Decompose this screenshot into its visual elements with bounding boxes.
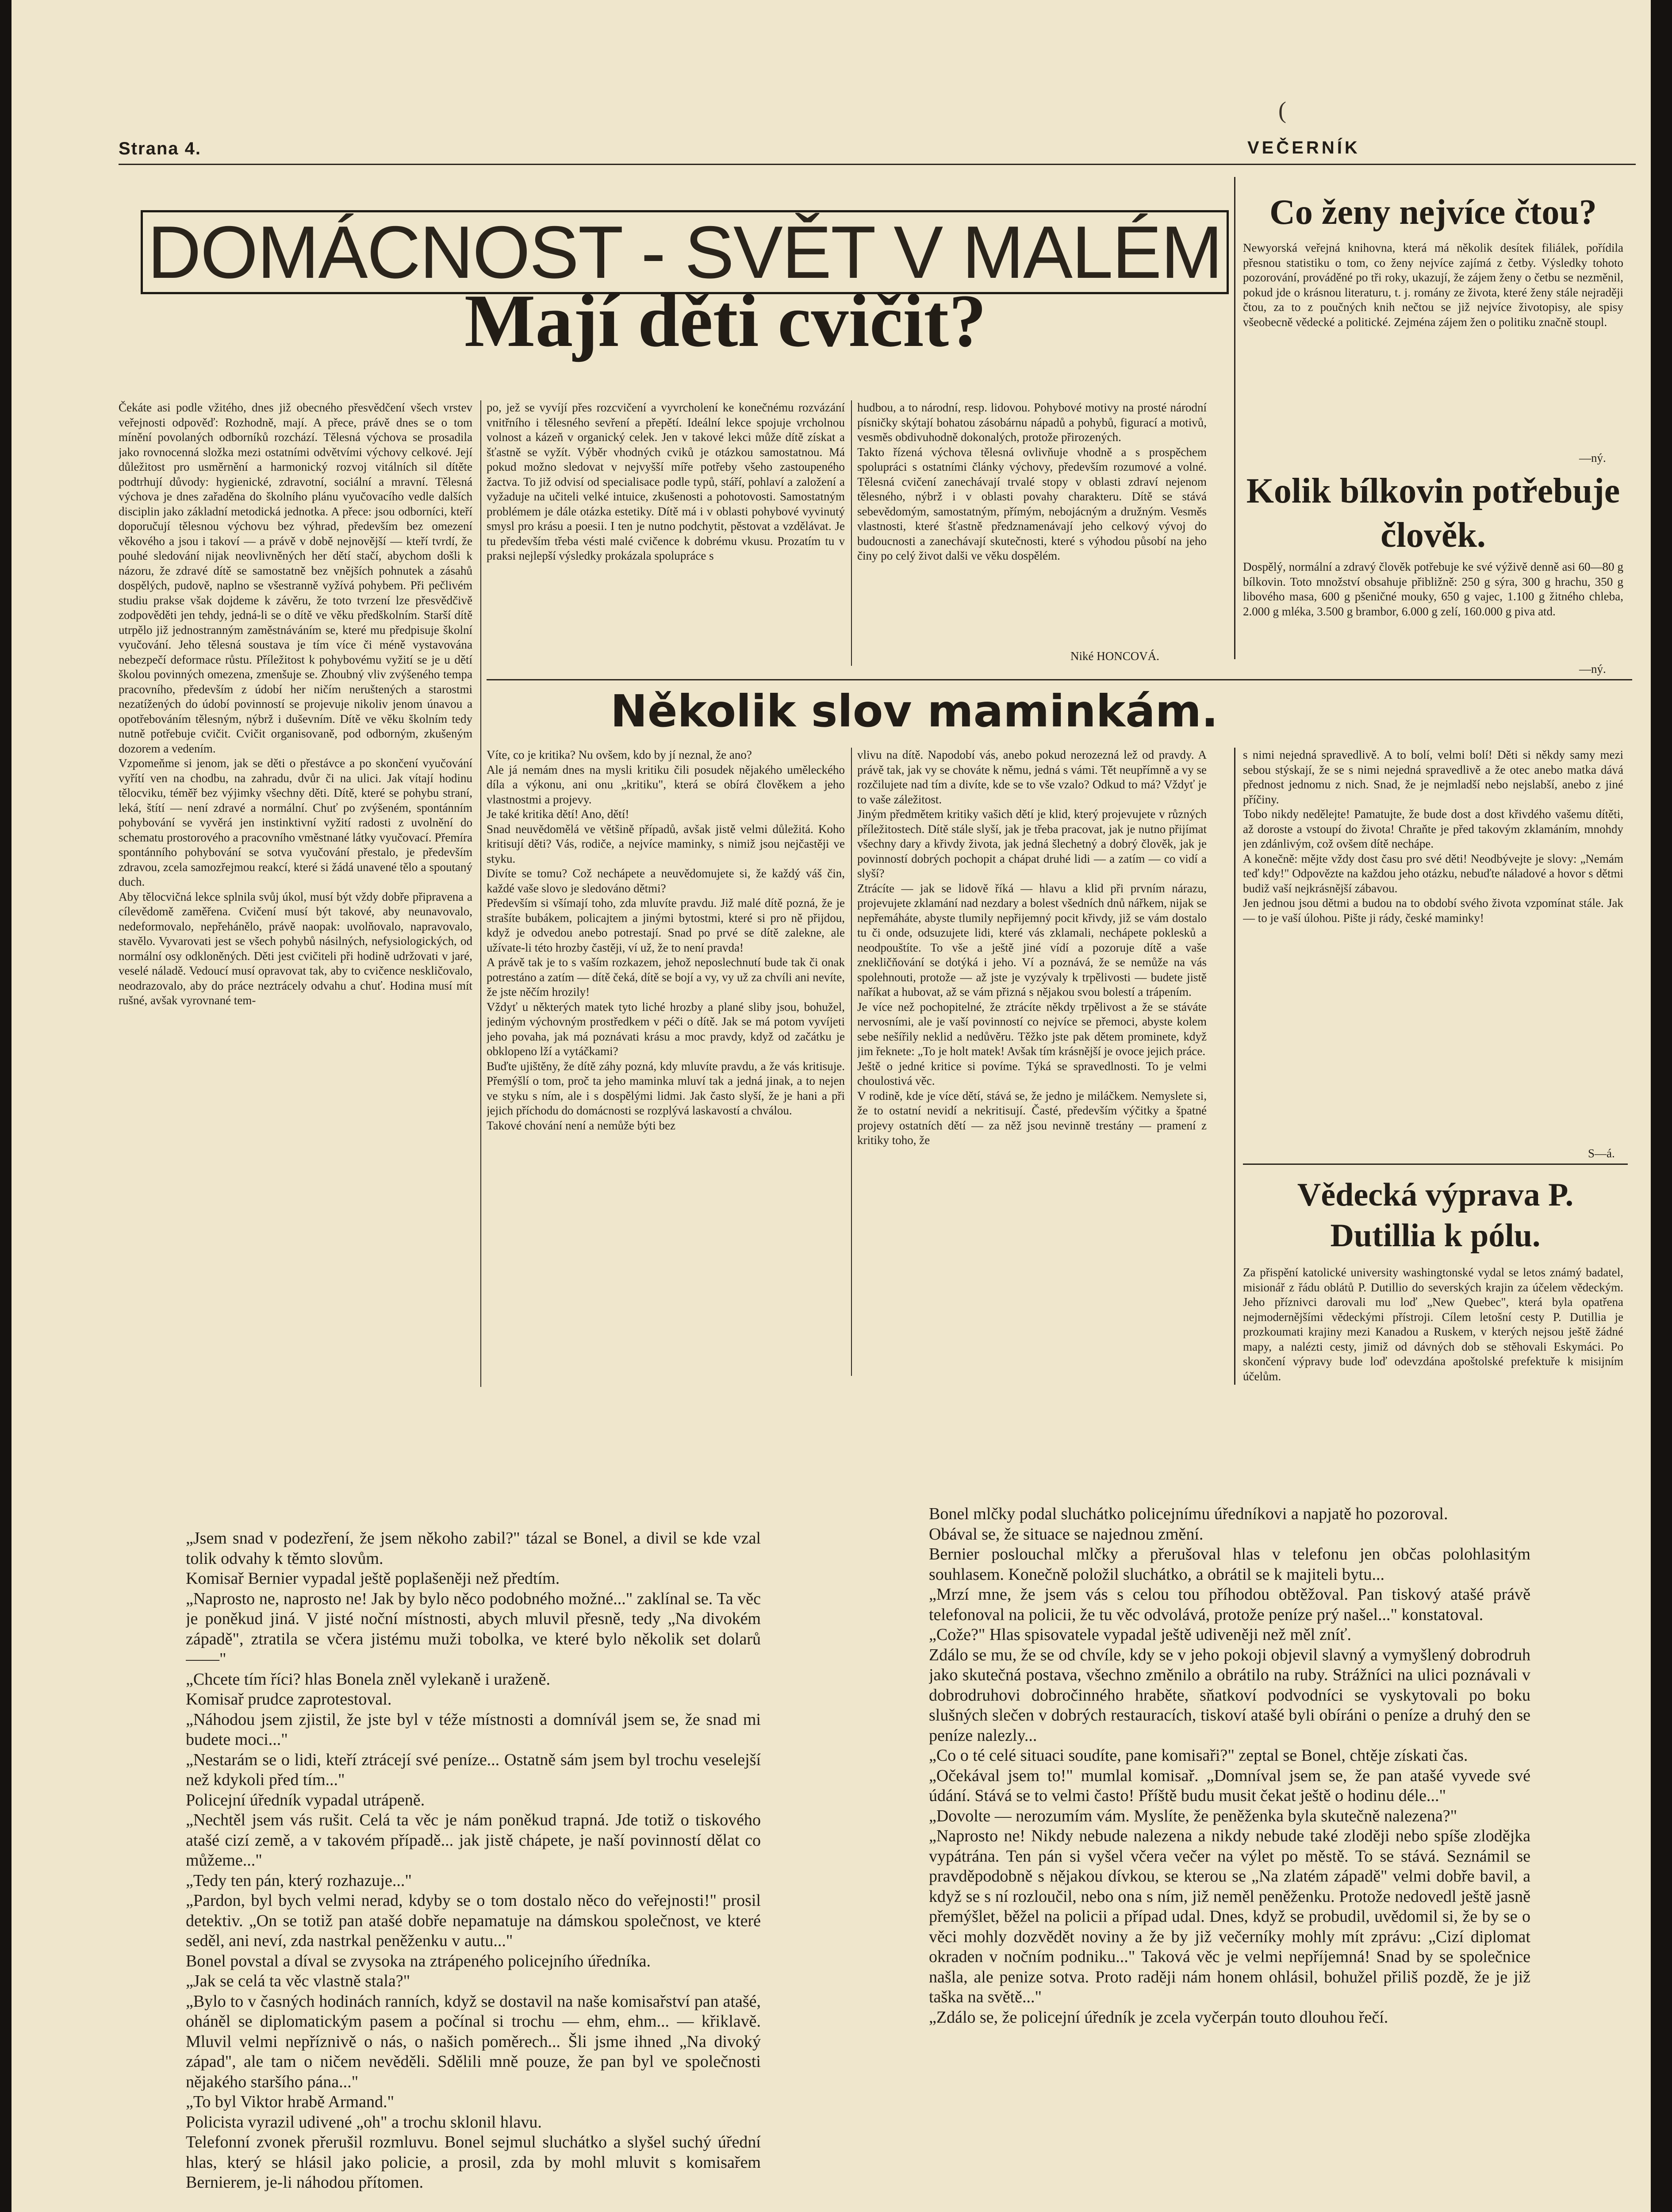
- top-mark: (: [1278, 97, 1286, 123]
- article-zeny-signature: —ný.: [1579, 451, 1606, 465]
- article-cvicit-col2: po, jež se vyvíjí přes rozcvičení a vyvrcholení ke konečnému rozvázání vnitřního i tělesného sevření a přepětí. Ideální lekce spojuje vrcholnou volnost a kázeň v organický celek. Jen v takové lekci může dítě získat a šťastně se vyžít. Výběr vhodných cviků je otázkou samostatnou. Má pokud možno sledovat v nejvyšší míře potřeby všeho zastoupeného žactva. To již odvisí od specialisace podle typů, stáří, pohlaví a založení a vyžaduje na učiteli velké intuice, zkušenosti a pohotovosti. Samostatným problémem je dále otázka estetiky. Dítě má i v oblasti pohybové vyvinutý smysl pro krásu a poesii. I ten je nutno podchytit, pěstovat a vzdělávat. Je tu především třeba vésti malé cvičence k dobrému vkusu. Prozatím tu v praksi nejlepší výsledky prokázala spolupráce s: [487, 401, 845, 562]
- scan-right-edge: [1651, 0, 1672, 2212]
- article-cvicit-title: Mají děti cvičit?: [464, 279, 987, 362]
- dutillia-top-rule: [1243, 1164, 1628, 1165]
- col-divider: [851, 748, 852, 1376]
- header-rule: [119, 164, 1636, 165]
- article-dutillia-body: Za přispění katolické university washingtonské vydal se letos známý badatel, misionář z řádu oblátů P. Dutillio do severských krajin za účelem vědeckým. Jeho příznivci darovali mu loď „New Quebec", která byla opatřena nejmodernějšími vědeckými přístroji. Cílem letošní cesty P. Dutillia je prozkoumati krajiny mezi Kanadou a Ruskem, v kterých nejsou ještě žádné mapy, a nalézti cesty, jimiž od dávných dob se stěhovali Eskymáci. Po skončení výpravy bude loď odevzdána apoštolské prefektuře k misijním účelům.: [1243, 1266, 1623, 1383]
- article-bilkoviny-signature: —ný.: [1579, 662, 1606, 676]
- col-divider: [1234, 748, 1235, 1385]
- col-divider: [851, 400, 852, 666]
- scan-left-edge: [0, 0, 12, 2212]
- article-bilkoviny-title: Kolik bílkovin potřebuje člověk.: [1246, 472, 1620, 555]
- article-maminky-signature: S—á.: [1588, 1147, 1615, 1160]
- article-zeny-body: Newyorská veřejná knihovna, která má několik desítek filiálek, pořídila přesnou statistiku o tom, co ženy nejvíce zajímá z četby. Výsledky tohoto pozorování, prováděné po tři roky, ukazují, že zájem ženy o četbu se nezměnil, pokud jde o krásnou literaturu, t. j. romány ze života, které ženy stále nejraději čtou, za to z poučných knih nečtou se již nejvíce životopisy, ale spisy všeobecně vědecké a politické. Zejména zájem žen o politiku značně stoupl.: [1243, 241, 1623, 329]
- paper-name: VEČERNÍK: [1247, 138, 1360, 157]
- article-bilkoviny-body: Dospělý, normální a zdravý člověk potřebuje ke své výživě denně asi 60—80 g bílkovin. Toto množství obsahuje přibližně: 250 g sýra, 300 g hrachu, 350 g libového masa, 600 g pšeničné mouky, 650 g vajec, 1.100 g žitného chleba, 2.000 g mléka, 3.500 g brambor, 6.000 g zelí, 160.000 g piva atd.: [1243, 560, 1623, 618]
- page-label: Strana 4.: [119, 139, 201, 158]
- maminky-top-rule: [487, 679, 1632, 680]
- section-banner: DOMÁCNOST - SVĚT V MALÉM: [141, 210, 1229, 294]
- article-maminky-col1: Víte, co je kritika? Nu ovšem, kdo by jí neznal, že ano? Ale já nemám dnes na mysli kritiku čili posudek nějakého uměleckého díla a výkonu, ani onu „kritiku", která se obírá člověkem a jeho vlastnostmi a projevy. Je také kritika dětí! Ano, dětí! Snad neuvědomělá ve většině případů, avšak jistě velmi důležitá. Koho kritisují děti? Vás, rodiče, a nejvíce maminky, s nimiž jsou nejčastěji ve styku. Divíte se tomu? Což nechápete a neuvědomujete si, že každý váš čin, každé vaše slovo je sledováno dětmi? Především si všímají toho, zda mluvíte pravdu. Již malé dítě pozná, že je strašíte bubákem, policajtem a jinými bytostmi, které si pro ně přijdou, když je odvedou anebo potrestají. Snad po prvé se dítě zalekne, ale užívate-li této hrozby častěji, ví už, že to není pravda! A právě tak je to s vaším rozkazem, jehož neposlechnutí bude tak či onak potrestáno a zatím — dítě čeká, dítě se bojí a vy, vy už za chvíli ani nevíte, že jste něčím hrozily! Vždyť u některých matek tyto liché hrozby a plané sliby jsou, bohužel, jediným výchovným prostředkem v péči o dítě. Jak se má potom vyvíjeti jeho povaha, jak má poznávati krásu a moc pravdy, když od začátku je obklopeno lží a vytáčkami? Buďte ujištěny, že dítě záhy pozná, kdy mluvíte pravdu, a že vás kritisuje. Přemýšlí o tom, proč ta jeho maminka mluví tak a jedná jinak, a to nejen ve styku s ním, ale i s dospělými lidmi. Jak často slyší, že je hani a při jejich příchodu do domácnosti se rozplývá laskavostí a chválou. Takové chování není a nemůže býti bez: [487, 748, 845, 1132]
- story-left-column: „Jsem snad v podezření, že jsem někoho zabil?" tázal se Bonel, a divil se kde vzal tolik odvahy k těmto slovům. Komisař Bernier vypadal ještě poplašeněji než předtím. „Naprosto ne, naprosto ne! Jak by bylo něco podobného možné..." zaklínal se. Ta věc je poněkud jiná. V jisté noční místnosti, abych mluvil přesně, tedy „Na divokém západě", ztratila se včera jistému muži tobolka, ve které bylo několik set dolarů ——" „Chcete tím říci? hlas Bonela zněl vylekaně i uraženě. Komisař prudce zaprotestoval. „Náhodou jsem zjistil, že jste byl v téže místnosti a domnívál jsem se, že snad mi budete moci..." „Nestarám se o lidi, kteří ztrácejí své peníze... Ostatně sám jsem byl trochu veselejší než kdykoli před tím..." Policejní úředník vypadal utrápeně. „Nechtěl jsem vás rušit. Celá ta věc je nám poněkud trapná. Jde totiž o tiskového atašé cizí země, a v takovém případě... jak jistě chápete, je naší povinností dělat co můžeme..." „Tedy ten pán, který rozhazuje..." „Pardon, byl bych velmi nerad, kdyby se o tom dostalo něco do veřejnosti!" prosil detektiv. „On se totiž pan atašé dobře nepamatuje na dámskou společnost, ve které seděl, ani neví, zda nastrkal peněženku v autu..." Bonel povstal a díval se zvysoka na ztrápeného policejního úředníka. „Jak se celá ta věc vlastně stala?" „Bylo to v časných hodinách ranních, když se dostavil na naše komisařství pan atašé, oháněl se diplomatickým pasem a počínal si trochu — ehm, ehm... — křiklavě. Mluvil velmi nepříznivě o nás, o našich poměrech... Šli jsme ihned „Na divoký západ", ale tam o ničem nevěděli. Sdělili mně pouze, že pan byl ve společnosti nějakého staršího pána..." „To byl Viktor hrabě Armand." Policista vyrazil udivené „oh" a trochu sklonil hlavu. Telefonní zvonek přerušil rozmluvu. Bonel sejmul sluchátko a slyšel suchý úřední hlas, který se hlásil jako policie, a prosil, zda by mohl mluvit s komisařem Bernierem, je-li náhodou přítomen.: [186, 1529, 761, 2192]
- article-dutillia-title: Vědecká výprava P. Dutillia k pólu.: [1297, 1177, 1574, 1254]
- article-maminky-col2: vlivu na dítě. Napodobí vás, anebo pokud nerozezná lež od pravdy. A právě tak, jak vy se chováte k němu, jedná s vámi. Tět neupřímně a vy se rozčilujete nad tím a divíte, kde se to vše vzalo? Odkud to má? Vždyť je to vaše záležitost. Jiným předmětem kritiky vašich dětí je klid, který projevujete v různých příležitostech. Dítě stále slyší, jak je třeba pracovat, jak je nutno přijímat všechny dary a křivdy života, jak jedná šlechetný a dobrý člověk, jak je povinností dobrých pochopit a chápat druhé lidi — a zatím — co vidí a slyší? Ztrácíte — jak se lidově říká — hlavu a klid při prvním nárazu, projevujete zklamání nad nezdary a bolest všedních dnů nářkem, nijak se nepřemáháte, abyste tlumily nepřijemný pocit křivdy, již se vám dostalo tu či onde, odsuzujete lidi, které vás zklamali, nechápete poklesků a neodpouštíte. To vše a ještě jiné vídí a pozoruje dítě a vaše znekličňování se dotýká i jeho. Ví a poznává, že se nemůže na vás spolehnouti, protože — až jste je vyzývaly k trpělivosti — budete jistě naříkat a hubovat, až se vám přizná s nějakou svou bolestí a trápením. Je více než pochopitelné, že ztrácíte někdy trpělivost a že se stáváte nervosními, ale je vaší povinností co nejvíce se přemoci, abyste kolem sebe nešířily neklid a nedůvěru. Těžko jste pak dětem prominete, když jim řeknete: „To je holt matek! Avšak tím krásnější je ovoce jejich práce. Ještě o jedné kritice si povíme. Týká se spravedlnosti. To je velmi choulostivá věc. V rodině, kde je více dětí, stává se, že jedno je miláčkem. Nemyslete si, že to ostatní nevidí a nekritisují. Časté, především výčitky a špatné projevy ostatních dětí — za něž jsou nevinně trestány — pramení z kritiky toho, že: [857, 748, 1207, 1147]
- article-cvicit-signature: Niké HONCOVÁ.: [1070, 649, 1159, 663]
- col-divider: [480, 400, 481, 1387]
- article-maminky-col3: s nimi nejedná spravedlivě. A to bolí, velmi bolí! Děti si někdy samy mezi sebou stýskají, že se s nimi nejedná spravedlivě a že otec anebo matka dává přednost jednomu z nich. Snad, že je nejmladší nebo nejslabší, anebo z jiné příčiny. Tobo nikdy nedělejte! Pamatujte, že bude dost a dost křivdého vašemu dítěti, až doroste a vstoupí do života! Chraňte je před takovým zklamáním, mnohdy jen zdánlivým, což ovšem dítě nechápe. A konečně: mějte vždy dost času pro své děti! Neodbývejte je slovy: „Nemám teď kdy!" Odpovězte na každou jeho otázku, nebuďte náladové a hovor s dětmi budiž vaší nejkrásnější zábavou. Jen jednou jsou dětmi a budou na to období svého života vzpomínat stále. Jak — to je vaší úlohou. Pište ji rády, české maminky!: [1243, 748, 1623, 925]
- article-cvicit-col3: hudbou, a to národní, resp. lidovou. Pohybové motivy na prosté národní písničky skýtají bohatou zásobárnu nápadů a pohybů, figurací a motivů, vesměs obdivuhodně dokonalých, protože přirozených. Takto řízená výchova tělesná ovlivňuje vhodně a s prospěchem spolupráci s ostatními články výchovy, především rozumové a volné. Tělesná cvičení zanechávají trvalé stopy v oblasti zdraví nejenom tělesného, nýbrž i v oblasti povahy charakteru. Dítě se stává sebevědomým, samostatným, přímým, nebojácným a družným. Vesměs vlastnosti, které šťastně předznamenávají jeho celkový vývoj do budoucnosti a zanechávají skutečnosti, které s výhodou působí na jeho činy po celý život dalši ve věku dospělém.: [857, 401, 1207, 562]
- article-zeny-title: Co ženy nejvíce čtou?: [1269, 193, 1597, 232]
- story-right-column: Bonel mlčky podal sluchátko policejnímu úředníkovi a napjatě ho pozoroval. Obával se, že situace se najednou změní. Bernier poslouchal mlčky a přerušoval hlas v telefonu jen občas polohlasitým souhlasem. Konečně položil sluchátko, a obrátil se k majiteli bytu... „Mrzí mne, že jsem vás s celou tou příhodou obtěžoval. Pan tiskový atašé právě telefonoval na policii, že tu věc odvolává, protože peníze prý našel..." konstatoval. „Cože?" Hlas spisovatele vypadal ještě udiveněji než měl zníť. Zdálo se mu, že se od chvíle, kdy se v jeho pokoji objevil slavný a vymyšlený dobrodruh jako skutečná postava, všechno změnilo a obrátilo na ruby. Strážníci na ulici poznávali v dobrodruhovi dobročinného hraběte, sňatkoví podvodníci se vyskytovali po boku slušných slečen v dobrých restauracích, tiskoví atašé byli obíráni o peníze a druhý den se peníze nalezly... „Co o té celé situaci soudíte, pane komisaři?" zeptal se Bonel, chtěje získati čas. „Očekával jsem to!" mumlal komisař. „Domníval jsem se, že pan atašé vyvede své údání. Stává se to velmi často! Příště budu musit čekat ještě o hodinu déle..." „Dovolte — nerozumím vám. Myslíte, že peněženka byla skutečně nalezena?" „Naprosto ne! Nikdy nebude nalezena a nikdy nebude také zloději nebo spíše zlodějka vypátrána. Ten pán si vyšel včera večer na výlet po městě. To se stává. Seznámil se pravděpodobně s nějakou dívkou, se kterou se „Na zlatém západě" velmi dobře bavil, a když se s ní rozloučil, nebo ona s ním, již neměl peněženku. Protože nedovedl ještě jasně přemýšlet, běžel na policii a případ udal. Dnes, když se probudil, uvědomil si, že by se o věci mohly dozvědět noviny a že by již večerníky mohly mít zprávu: „Cizí diplomat okraden v nočním podniku..." Taková věc je velmi nepříjemná! Snad by se společnice našla, ale penize sotva. Proto raději nám honem ohlásil, bohužel přiliš pozdě, že je již taška na světě..." „Zdálo se, že policejní úředník je zcela vyčerpán touto dlouhou řečí.: [929, 1505, 1530, 2027]
- article-maminky-title: Několik slov maminkám.: [610, 685, 1218, 737]
- right-column-rule: [1234, 177, 1235, 659]
- article-cvicit-col1: Čekáte asi podle vžitého, dnes již obecného přesvědčení všech vrstev veřejnosti odpověď: Rozhodně, mají. A přece, právě dnes se o tom mínění povolaných odborníků rozchází. Tělesná výchova se prosadila jako rovnocenná složka mezi ostatními odvětvími výchovy celkové. Její důležitost pro usměrnění a harmonický rozvoj vitálních sil dítěte podtrhují důvody: hygienické, zdravotní, sociální a mravní. Tělesná výchova je dnes zařaděna do školního plánu vyučovacího vedle dalších disciplin jako základní metodická jednotka. A přece: jsou odborníci, kteří doporučují tělesnou výchovu bez výhrad, především bez omezení věkového a jsou i takoví — a právě v době nejnovější — kteří tvrdí, že pouhé sledování nijak neovlivněných her dětí stačí, abychom došli k názoru, že zdravé dítě se samostatně bez vnějších pohnutek a zásahů dospělých, pudově, naplno se všestranně vyžívá pohybem. Při pečlivém studiu prakse však dojdeme k závěru, že toto tvrzení lze přesvědčivě zodpověděti jen tehdy, jedná-li se o dítě ve věku předškolním. Starší dítě utrpělo již jednostranným zaměstnáváním se, které mu předpisuje školní vyučování. Jeho tělesná soustava je tím více či méně vystavována nebezpečí deformace růstu. Příležitost k pohybovému vyžití se je u dětí školou povinných omezena, zmenšuje se. Zhoubný vliv zvýšeného tempa pracovního, především z údobí her ničím neruštených a starostmi nezatížených do údobí povinností se projevuje nikoliv jenom únavou a opotřebováním tělesným, nýbrž i duševním. Dítě ve věku školním tedy nutně potřebuje cvičit. Cvičit organisovaně, pod odborným, zkušeným dozorem a vedením. Vzpomeňme si jenom, jak se děti o přestávce a po skončení vyučování vyřítí ven na chodbu, na zahradu, dvůr či na ulici. Jak vítají hodinu tělocviku, téměř bez výjimky všechny děti. Dítě, které se pohybu straní, leká, štítí — není zdravé a normální. Chuť po zvýšeném, spontánním pohybování se vyvěrá jen instinktivní vyžití radosti z uvolnění do schematu prostorového a pracovního vměstnané látky vyučovací. Přemíra spontánního pohybování se sotva vyučování přestalo, je především zdravou, zcela samozřejmou reakcí, které si žádá unavené tělo a spoutaný duch. Aby tělocvičná lekce splnila svůj úkol, musí být vždy dobře připravena a cílevědomě zaměřena. Cvičení musí být takové, aby neunavovalo, nedeformovalo, nepřehánělo, právě naopak: uvolňovalo, napravovalo, stavělo. Vyvarovati jest se všech pohybů násilných, nefysiologických, od normální osy odkloněných. Děti jest cvičiteli při hodině udržovati v jaré, veselé náladě. Vedoucí musí opravovat tak, aby to cvičence neskličovalo, neodrazovalo, aby do práce neztrácely odvahu a chuť. Hodina musí mít rušné, avšak vyrovnané tem-: [119, 401, 472, 1007]
